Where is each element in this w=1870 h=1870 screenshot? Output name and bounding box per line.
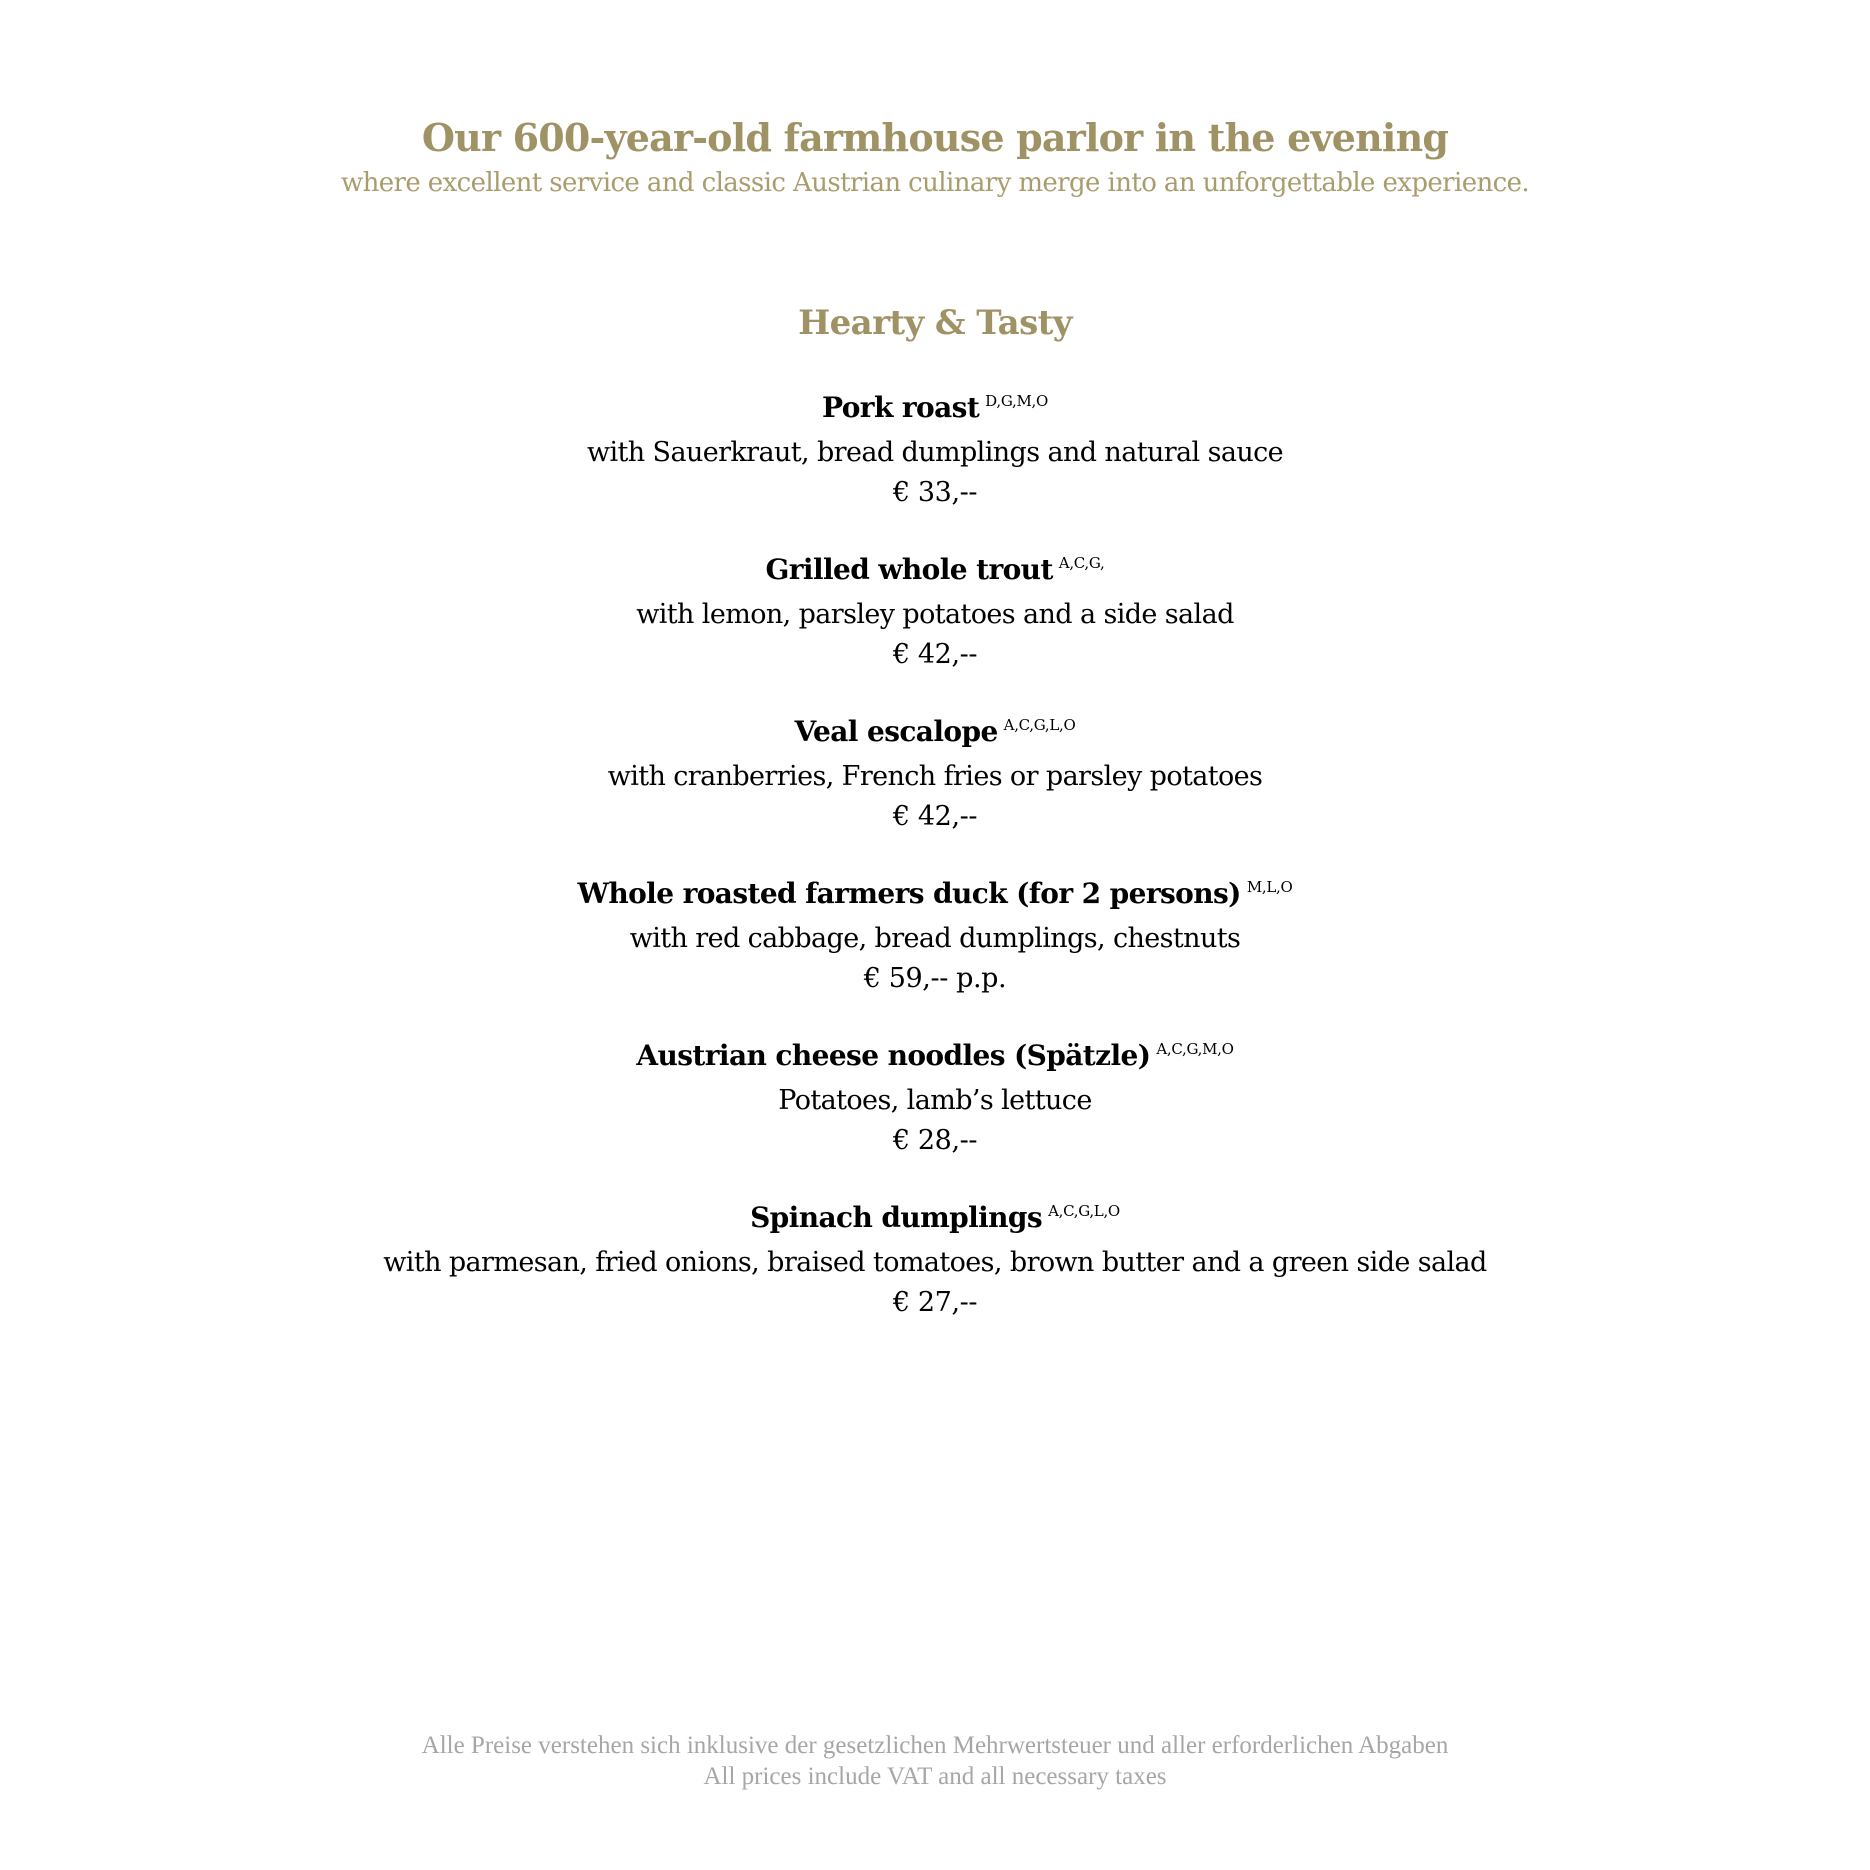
footer-vat-english: All prices include VAT and all necessary taxes <box>703 1763 1167 1790</box>
menu-item-heading <box>0 380 1870 433</box>
menu-list <box>0 380 1870 1352</box>
menu-item-heading <box>0 1028 1870 1081</box>
page-title: Our 600-year-old farmhouse parlor in the evening <box>421 115 1449 160</box>
menu-item <box>0 380 1870 542</box>
menu-item-description: Potatoes, lamb’s lettuce <box>778 1085 1092 1116</box>
menu-item-heading <box>0 542 1870 595</box>
menu-item-price: € 33,-- <box>892 477 978 508</box>
page-subtitle: where excellent service and classic Austrian culinary merge into an unforgettable experience. <box>340 168 1530 198</box>
menu-item-price: € 27,-- <box>892 1287 978 1318</box>
menu-item-price: € 42,-- <box>892 801 978 832</box>
menu-item-name: Veal escalope <box>794 715 998 748</box>
menu-header <box>0 112 1870 202</box>
menu-item <box>0 542 1870 704</box>
menu-item-description: with red cabbage, bread dumplings, chestnuts <box>629 923 1241 954</box>
menu-item-allergens: A,C,G,L,O <box>1048 1202 1120 1220</box>
menu-item-description: with parmesan, fried onions, braised tomatoes, brown butter and a green side salad <box>383 1247 1487 1278</box>
menu-item-allergens: D,G,M,O <box>985 392 1048 410</box>
footer-vat-german: Alle Preise verstehen sich inklusive der gesetzlichen Mehrwertsteuer und aller erforderlichen Abgaben <box>421 1732 1449 1759</box>
menu-item-name: Pork roast <box>822 391 980 424</box>
menu-item-name: Grilled whole trout <box>765 553 1053 586</box>
menu-item-name: Austrian cheese noodles (Spätzle) <box>636 1039 1151 1072</box>
menu-item-description: with lemon, parsley potatoes and a side salad <box>636 599 1234 630</box>
menu-item <box>0 1190 1870 1352</box>
menu-item-price: € 42,-- <box>892 639 978 670</box>
section-title: Hearty & Tasty <box>798 303 1072 343</box>
menu-item-allergens: A,C,G,M,O <box>1156 1040 1234 1058</box>
menu-item-allergens: A,C,G,L,O <box>1003 716 1076 734</box>
menu-item <box>0 866 1870 1028</box>
menu-item-heading <box>0 1190 1870 1243</box>
menu-item-name: Whole roasted farmers duck (for 2 persons) <box>577 877 1241 910</box>
menu-item-name: Spinach dumplings <box>750 1201 1043 1234</box>
menu-item-heading <box>0 866 1870 919</box>
menu-item-heading <box>0 704 1870 757</box>
menu-item-allergens: A,C,G, <box>1058 554 1105 572</box>
menu-item-price: € 28,-- <box>892 1125 978 1156</box>
menu-item-description: with Sauerkraut, bread dumplings and natural sauce <box>586 437 1284 468</box>
menu-item-price: € 59,-- p.p. <box>863 963 1007 994</box>
menu-item <box>0 1028 1870 1190</box>
menu-item-description: with cranberries, French fries or parsley potatoes <box>607 761 1263 792</box>
price-footer <box>0 1730 1870 1792</box>
menu-item <box>0 704 1870 866</box>
menu-item-allergens: M,L,O <box>1246 878 1293 896</box>
